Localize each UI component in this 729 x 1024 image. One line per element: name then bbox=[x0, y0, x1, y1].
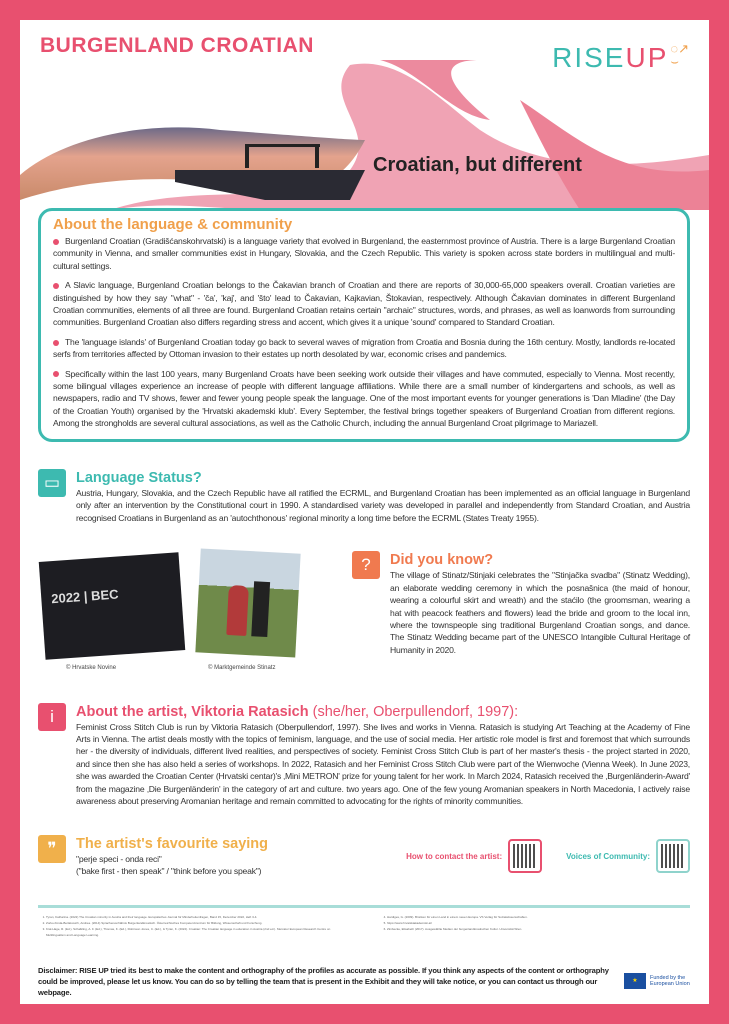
photos bbox=[38, 551, 338, 675]
status-heading: Language Status? bbox=[76, 469, 202, 486]
saying-line: "perje speci - onda reci" bbox=[76, 853, 162, 864]
artist-text: Feminist Cross Stitch Club is run by Viktoria Ratasich (Oberpullendorf, 1997). She lives and works in Vienna. Ratasich is studying Art Teaching at the Academy of Fine Arts in Vienna. The artist deals mostly with the topics of feminism, language, and the use of social media. Her artistic role model is first and foremost that which surrounds her - the diversity of individuals, different lived realities, and perspectives of society. Feminist Cross Stitch Club is part of her master's thesis - the project started in 2020, and since then she has also held a series of workshops. In 2022, Ratasich and her Feminist Cross Stitch Club were part of the Wienwoche (Vienna Week). In June 2023, she was awarded the Croatian Center (Hrvatski centar)'s ‚Mini METRON' prize for young talent for her work. In March 2024, Ratasich received the ‚Burgenländerin-Award' from the magazine ‚Die Burgenländerin' in the category of art and culture. two years ago. One of the few young Aromanian speakers in North Macedonia, I actively raise awareness about preserving Aromanian heritage and remain committed to advocating for the rights of minority communities. bbox=[76, 721, 690, 807]
photos-and-facts-row bbox=[38, 551, 690, 675]
contact-artist-label: How to contact the artist: bbox=[406, 851, 503, 861]
artist-heading: About the artist, Viktoria Ratasich (she/her, Oberpullendorf, 1997): bbox=[76, 703, 519, 720]
contact-artist bbox=[406, 839, 542, 873]
references bbox=[38, 905, 690, 938]
about-paragraph: Specifically within the last 100 years, many Burgenland Croats have been seeking work outside their villages and have commuted, especially to Vienna. Most recently, some bilingual villages experience an increase of people with different language affiliations. While there are a small number of kindergartens and schools, as well as newspapers, radio and TV shows, fewer and fewer young people speak the language. One of the most important events for younger generations is 'Dan Mladine' (the Day of the Croatian Youth) organised by the 'Hrvatski akademski klub'. Every September, the festival brings together speakers of Burgenland Croatian from different regions. Among the strongholds are several cultural associations, as well as the Catholic Church, including the annual Burgenland Croat pilgrimage to Mariazell. bbox=[53, 368, 675, 429]
saying-heading: The artist's favourite saying bbox=[76, 835, 269, 852]
eu-funding-badge: ★ Funded by the European Union bbox=[624, 973, 690, 989]
about-paragraph: Burgenland Croatian (Gradišćanskohrvatski) is a language variety that evolved in Burgenland, the easternmost province of Austria. There is a large Burgenland Croatian community in Vienna, and smaller communities exist in Hungary, Slovakia, and the Czech Republic. This variety is spoken across state borders in multilingual and multi-cultural settings. bbox=[53, 236, 675, 271]
bullet-icon bbox=[53, 371, 59, 377]
bullet-icon bbox=[53, 239, 59, 245]
did-you-know-section bbox=[352, 551, 690, 656]
bullet-icon bbox=[53, 340, 59, 346]
photo-caption: © Marktgemeinde Stinatz bbox=[208, 665, 276, 672]
hero-graphic bbox=[20, 60, 709, 210]
references-left: 1. Tyran, Katharina. (2022) The Croatian minority in Austria and their language. Europäisches Journal für Minderheitenfragen, Band 15, Dezember 2022, Heft 3-4. 2. Zorko-Kinda-Berlakovich, Andrea. (2014) Sprachenverhältnis Burgenlandkroatisch. Österreichisches Kompetenzzentrum für Bildung, Wissenschaft und Forschung. 3. Kral-Hage, R. (Ed.), Schalkling, A. F. (Ed.), Thomas, K. (Ed.), Robinson Jones, C. (Ed.), & Tyran, K. (2022). Croatian: The Croatian language in education in Austria (2nd ed.). Mercator European Research Centre on Multilingualism and Language Learning. bbox=[38, 914, 349, 938]
community-label: Voices of Community: bbox=[566, 851, 650, 861]
about-paragraph: The 'language islands' of Burgenland Croatian today go back to several waves of migration from Croatia and Bosnia during the 16th century. Mostly, landlords re-located serfs from territories affected by Ottoman invasion to their estates up north desolated by war, economic crises and pandemics. bbox=[53, 336, 675, 360]
bullet-icon bbox=[53, 283, 59, 289]
poster-subtitle: Croatian, but different bbox=[373, 154, 582, 176]
saying-translation: ("bake first - then speak" / "think before you speak") bbox=[76, 866, 262, 877]
disclaimer: Disclaimer: RISE UP tried its best to make the content and orthography of the profiles as accurate as possible. If you think any aspects of the content or orthography could be improved, please let us know. You can do so by telling the team that is present in the Exhibit and they will take notice, or you can contact us through our webpage. bbox=[38, 965, 609, 997]
status-text: Austria, Hungary, Slovakia, and the Czech Republic have all ratified the ECRML, and Burgenland Croatian has been implemented as an official language in Burgenland only after an intervention by the Constitutional court in 1990. A standardised variety was developed in parallel and independently from Standard Croatian, and Austria recognised Croatians in Burgenland as an 'autochthonous' regional minority a long time before the ECRML (States Treaty 1955). bbox=[76, 487, 690, 523]
photo-wedding bbox=[195, 549, 300, 658]
about-heading: About the language & community bbox=[53, 216, 293, 233]
speech-bubbles-icon: ◌↗ ⌣ bbox=[670, 41, 689, 69]
voices-of-community bbox=[566, 839, 690, 873]
footer bbox=[38, 965, 690, 998]
community-qr-code[interactable] bbox=[656, 839, 690, 873]
references-right: 4. Hardiges, G. (2009). Brücken für einen Land in einem neuen Europa. VS Verlag für Sozialwissenschaften. 5. https://www.hrvatskiakademski.at/ 6. Zimbecke, Elisabeth (2017). Ausgewählte Medien der burgenlandkroatischen Kultur. Universität Wien. bbox=[379, 914, 690, 938]
about-paragraph: A Slavic language, Burgenland Croatian belongs to the Čakavian branch of Croatian and there are reports of 30,000-65,000 speakers overall. Croatian varieties are distinguished by how they say "what" - 'ča', 'kaj', and 'što' lead to Čakavian, Kajkavian, Štokavian, respectively. Although Čakavian dominates in different Burgenland Croatian communities, elements of all three are found. Burgenland Croatian retains certain "archaic" structures, words, and phrases, as well as loanwords from surrounding communities. Burgenland Croatian also differs regarding stress and accent, which gives it a unique 'sound' compared to Standard Croatian. bbox=[53, 280, 675, 328]
poster bbox=[20, 20, 709, 1004]
speech-bubble-icon: ▭ bbox=[38, 469, 66, 497]
logo-text: RISEUP bbox=[552, 42, 669, 73]
photo-caption: © Hrvatske Novine bbox=[66, 665, 117, 672]
about-section bbox=[38, 208, 690, 442]
info-icon: i bbox=[38, 703, 66, 731]
saying-section bbox=[38, 835, 382, 878]
did-you-know-heading: Did you know? bbox=[390, 552, 494, 569]
poster-title: BURGENLAND CROATIAN bbox=[40, 34, 314, 57]
language-status-section bbox=[38, 469, 690, 524]
photo-shirts: 2022 | BEC bbox=[39, 553, 185, 661]
eu-flag-icon: ★ bbox=[624, 973, 646, 989]
artist-section bbox=[38, 703, 690, 808]
artist-qr-code[interactable] bbox=[508, 839, 542, 873]
did-you-know-text: The village of Stinatz/Stinjaki celebrates the "Stinjačka svadba" (Stinatz Wedding), an elaborate wedding ceremony in which the posnašnica (the maid of honour, wearing a colourful skirt and wreath) and the staćilo (the groomsman, wearing a hat with peacock feathers and flowers) lead the bride and groom to the local inn, where the townspeople sing traditional Burgenland Croatian songs, and dance. The Stinatz Wedding became part of the UNESCO Intangible Cultural Heritage of Humanity in 2020. bbox=[390, 570, 690, 655]
question-mark-icon: ? bbox=[352, 551, 380, 579]
riseup-logo bbox=[552, 42, 689, 74]
quote-icon: ❞ bbox=[38, 835, 66, 863]
content-flow bbox=[38, 208, 690, 998]
saying-contact-row bbox=[38, 835, 690, 878]
